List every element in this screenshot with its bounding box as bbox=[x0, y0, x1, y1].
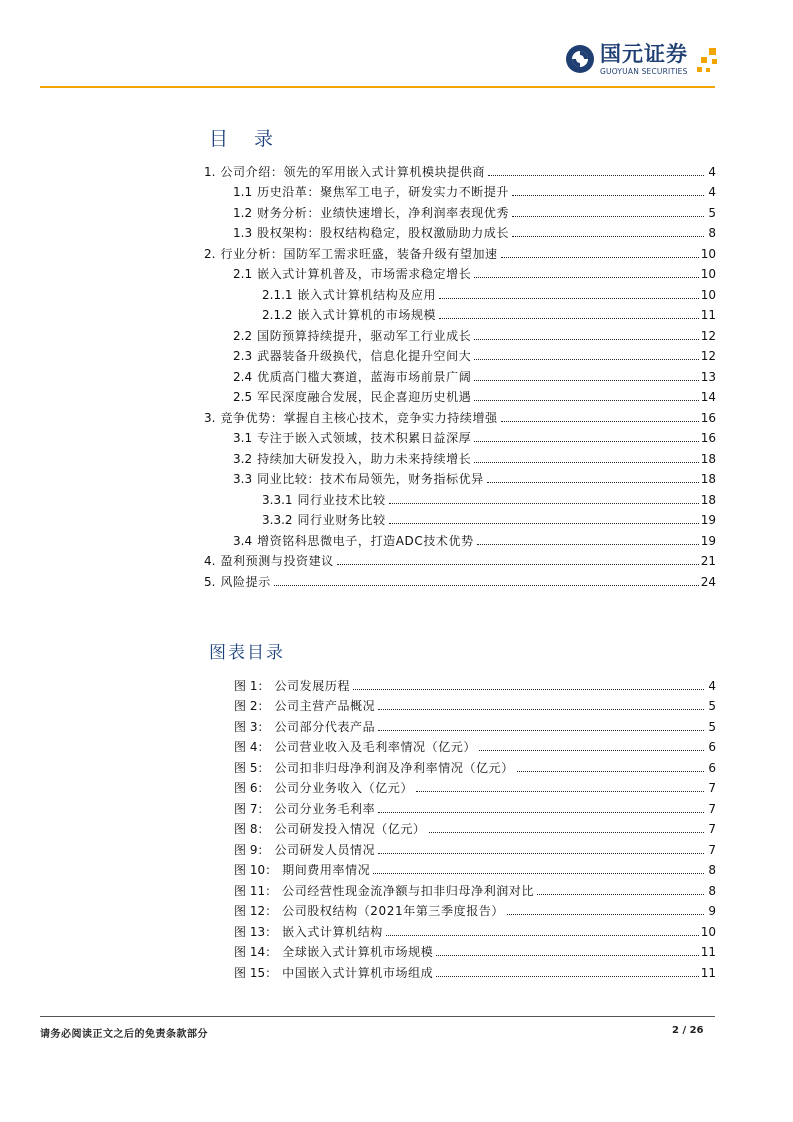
toc-list bbox=[204, 158, 716, 589]
brand-accent-squares-icon bbox=[695, 46, 725, 76]
figures-title: 图表目录 bbox=[209, 643, 285, 663]
brand-name-cn: 国元证券 bbox=[600, 42, 688, 66]
figure-entry[interactable]: 图 5： 公司扣非归母净利润及净利率情况（亿元） 6 bbox=[234, 760, 716, 775]
toc-entry[interactable]: 2.1.1 嵌入式计算机结构及应用 10 bbox=[262, 287, 716, 302]
toc-entry[interactable]: 2.5 军民深度融合发展，民企喜迎历史机遇 14 bbox=[233, 390, 716, 404]
figure-entry[interactable]: 图 6： 公司分业务收入（亿元） 7 bbox=[234, 781, 716, 795]
toc-entry[interactable]: 1. 公司介绍：领先的军用嵌入式计算机模块提供商 4 bbox=[204, 164, 716, 179]
toc-entry[interactable]: 2.3 武器装备升级换代，信息化提升空间大 12 bbox=[233, 349, 716, 363]
figure-entry[interactable]: 图 12： 公司股权结构（2021年第三季度报告） 9 bbox=[234, 904, 716, 918]
toc-entry[interactable]: 2.2 国防预算持续提升，驱动军工行业成长 12 bbox=[233, 328, 716, 343]
toc-entry[interactable]: 1.3 股权架构：股权结构稳定，股权激励助力成长 8 bbox=[233, 226, 716, 240]
toc-entry[interactable]: 2. 行业分析：国防军工需求旺盛，装备升级有望加速 10 bbox=[204, 246, 716, 261]
figure-entry[interactable]: 图 4： 公司营业收入及毛利率情况（亿元） 6 bbox=[234, 740, 716, 754]
footer-divider bbox=[40, 1016, 715, 1017]
toc-entry[interactable]: 2.4 优质高门槛大赛道，蓝海市场前景广阔 13 bbox=[233, 369, 716, 384]
toc-entry[interactable]: 1.1 历史沿革：聚焦军工电子，研发实力不断提升 4 bbox=[233, 185, 716, 199]
toc-entry[interactable]: 4. 盈利预测与投资建议 21 bbox=[204, 554, 716, 568]
toc-entry[interactable]: 1.2 财务分析：业绩快速增长，净利润率表现优秀 5 bbox=[233, 205, 716, 220]
figure-entry[interactable]: 图 7： 公司分业务毛利率 7 bbox=[234, 801, 716, 816]
toc-title: 目 录 bbox=[209, 128, 284, 150]
brand-logo bbox=[565, 42, 725, 82]
figure-entry[interactable]: 图 1： 公司发展历程 4 bbox=[234, 678, 716, 693]
footer-disclaimer: 请务必阅读正文之后的免责条款部分 bbox=[40, 1029, 208, 1040]
figure-entry[interactable]: 图 15： 中国嵌入式计算机市场组成 11 bbox=[234, 965, 716, 980]
figure-entry[interactable]: 图 3： 公司部分代表产品 5 bbox=[234, 719, 716, 734]
page-indicator: 2 / 26 bbox=[672, 1025, 704, 1036]
figure-entry[interactable]: 图 11： 公司经营性现金流净额与扣非归母净利润对比 8 bbox=[234, 883, 716, 898]
toc-entry[interactable]: 3.3.2 同行业财务比较 19 bbox=[262, 513, 716, 527]
figure-entry[interactable]: 图 14： 全球嵌入式计算机市场规模 11 bbox=[234, 945, 716, 959]
header-divider bbox=[40, 86, 715, 88]
toc-entry[interactable]: 5. 风险提示 24 bbox=[204, 574, 716, 589]
toc-entry[interactable]: 3.2 持续加大研发投入，助力未来持续增长 18 bbox=[233, 451, 716, 466]
toc-entry[interactable]: 3.3 同业比较：技术布局领先，财务指标优异 18 bbox=[233, 472, 716, 486]
figures-list bbox=[204, 672, 716, 980]
figure-entry[interactable]: 图 10： 期间费用率情况 8 bbox=[234, 863, 716, 877]
brand-name-en: GUOYUAN SECURITIES bbox=[600, 67, 688, 76]
toc-entry[interactable]: 3. 竞争优势：掌握自主核心技术，竞争实力持续增强 16 bbox=[204, 410, 716, 425]
figure-entry[interactable]: 图 2： 公司主营产品概况 5 bbox=[234, 699, 716, 713]
figure-entry[interactable]: 图 9： 公司研发人员情况 7 bbox=[234, 842, 716, 857]
toc-entry[interactable]: 2.1.2 嵌入式计算机的市场规模 11 bbox=[262, 308, 716, 322]
toc-entry[interactable]: 3.4 增资铭科思微电子，打造ADC技术优势 19 bbox=[233, 533, 716, 548]
toc-entry[interactable]: 3.1 专注于嵌入式领域，技术积累日益深厚 16 bbox=[233, 431, 716, 445]
figure-entry[interactable]: 图 8： 公司研发投入情况（亿元） 7 bbox=[234, 822, 716, 836]
toc-entry[interactable]: 2.1 嵌入式计算机普及，市场需求稳定增长 10 bbox=[233, 267, 716, 281]
guoyuan-logo-icon bbox=[565, 44, 595, 74]
toc-entry[interactable]: 3.3.1 同行业技术比较 18 bbox=[262, 492, 716, 507]
figure-entry[interactable]: 图 13： 嵌入式计算机结构 10 bbox=[234, 924, 716, 939]
